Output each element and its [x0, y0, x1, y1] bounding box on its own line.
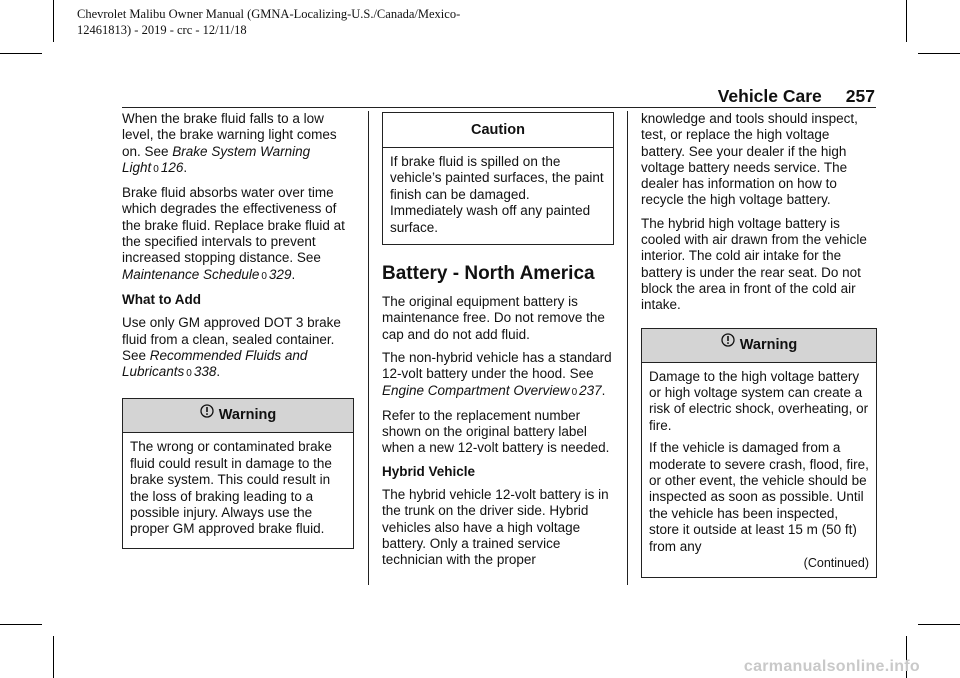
paragraph: When the brake fluid falls to a low level, the brake warning light comes on. See Brake System Warning Light 0 126. — [122, 111, 337, 175]
warning-title: Warning — [739, 336, 798, 353]
page-ref-icon: 0 — [186, 368, 192, 380]
column-1 — [122, 111, 354, 559]
document-header — [77, 6, 460, 38]
paragraph: The hybrid vehicle 12-volt battery is in the trunk on the driver side. Hybrid vehicles also have a high voltage battery. Only a trained service technician with the proper — [382, 487, 609, 568]
warning-text: The wrong or contaminated brake fluid could result in damage to the brake system. This could result in the loss of braking leading to a possible injury. Always use the proper GM approved brake fluid. — [130, 439, 332, 537]
page-ref[interactable]: 126 — [160, 159, 184, 175]
section-title: Vehicle Care — [717, 86, 822, 106]
caution-text: If brake fluid is spilled on the vehicle’s painted surfaces, the paint finish can be damaged. Immediately wash off any painted surface. — [390, 154, 604, 235]
document-header-line1: Chevrolet Malibu Owner Manual (GMNA-Localizing-U.S./Canada/Mexico- — [77, 7, 461, 21]
paragraph: The original equipment battery is maintenance free. Do not remove the cap and do not add fluid. — [382, 294, 605, 342]
warning-body — [123, 433, 353, 547]
caution-title: Caution — [471, 122, 525, 138]
document-header-line2: 12461813) - 2019 - crc - 12/11/18 — [77, 23, 247, 37]
paragraph: Refer to the replacement number shown on the original battery label when a new 12-volt battery is needed. — [382, 407, 610, 456]
caution-box — [382, 112, 614, 245]
paragraph: knowledge and tools should inspect, test, or replace the high voltage battery. See your dealer if the high voltage battery needs service. The dealer has information on how to recycle the high voltage battery. — [641, 111, 858, 208]
warning-header — [123, 399, 353, 433]
crop-mark — [906, 0, 907, 42]
page-number: 257 — [845, 86, 875, 106]
warning-title: Warning — [218, 407, 277, 424]
crop-mark — [0, 53, 42, 54]
warning-header — [642, 329, 876, 363]
page-ref[interactable]: 338 — [193, 364, 217, 380]
column-divider — [368, 111, 369, 585]
link-brake-system-warning-light[interactable]: Brake System Warning Light — [122, 143, 311, 175]
warning-box — [641, 328, 877, 579]
column-3 — [641, 111, 877, 588]
page-ref-icon: 0 — [261, 270, 267, 282]
heading-battery-north-america: Battery - North America — [382, 263, 595, 285]
page-ref-icon: 0 — [153, 163, 159, 175]
paragraph: The hybrid high voltage battery is cooled with air drawn from the vehicle interior. The cold air intake for the battery is under the rear seat. Do not block the area in front of the cold air intake. — [641, 215, 867, 313]
caution-header — [383, 113, 613, 148]
subheading-what-to-add: What to Add — [122, 291, 201, 307]
crop-mark — [0, 624, 42, 625]
column-divider — [627, 111, 628, 585]
warning-body — [642, 363, 876, 578]
warning-text: If the vehicle is damaged from a moderate to severe crash, flood, fire, or other event, the vehicle should be inspected as soon as possible. Until the vehicle has been inspected, store it outside at least 15 m (50 ft) from any — [649, 440, 869, 554]
link-recommended-fluids[interactable]: Recommended Fluids and Lubricants — [122, 347, 308, 380]
crop-mark — [53, 0, 54, 42]
warning-text: Damage to the high voltage battery or high voltage system can create a risk of electric shock, overheating, or fire. — [649, 368, 869, 433]
watermark: carmanualsonline.info — [743, 658, 920, 675]
warning-box — [122, 398, 354, 548]
page-ref[interactable]: 329 — [268, 266, 292, 282]
paragraph: The non-hybrid vehicle has a standard 12-volt battery under the hood. See Engine Compartment Overview 0 237. — [382, 349, 612, 398]
link-engine-compartment-overview[interactable]: Engine Compartment Overview — [382, 382, 570, 398]
subheading-hybrid-vehicle: Hybrid Vehicle — [382, 463, 476, 479]
paragraph: Use only GM approved DOT 3 brake fluid from a clean, sealed container. See Recommended Fluids and Lubricants 0 338. — [122, 315, 341, 380]
section-heading — [600, 86, 875, 107]
warning-icon — [200, 398, 214, 431]
paragraph: Brake fluid absorbs water over time which degrades the effectiveness of the brake fluid. Replace brake fluid at the specified intervals to prevent increased stopping distance. See Maintenance Schedule 0 329. — [122, 185, 345, 282]
header-rule — [122, 107, 876, 108]
page-ref[interactable]: 237 — [579, 382, 602, 398]
page-ref-icon: 0 — [571, 386, 578, 398]
crop-mark — [918, 624, 960, 625]
column-2 — [382, 111, 614, 575]
continued-label: (Continued) — [803, 556, 869, 571]
crop-mark — [53, 636, 54, 678]
link-maintenance-schedule[interactable]: Maintenance Schedule — [122, 266, 260, 282]
crop-mark — [918, 53, 960, 54]
caution-body — [383, 148, 613, 244]
warning-icon — [721, 327, 735, 360]
